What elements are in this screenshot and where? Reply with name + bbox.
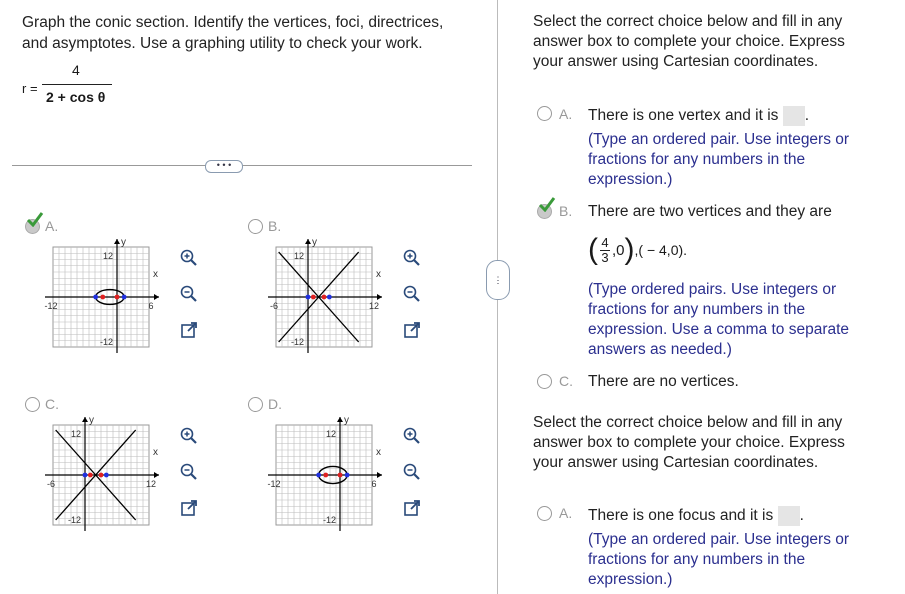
conic-point — [83, 473, 88, 478]
zoom-out-icon[interactable] — [403, 285, 421, 303]
answer-point1-rest: ,0 — [612, 241, 625, 259]
graph-choice-d-radio[interactable] — [248, 397, 263, 412]
x-axis-label: x — [376, 269, 381, 280]
correct-check-icon — [26, 211, 44, 227]
conic-point — [115, 295, 120, 300]
x-axis-arrow — [377, 472, 382, 478]
vertex-option-b-hint — [588, 280, 849, 360]
answer-frac-den: 3 — [601, 249, 609, 265]
pop-out-icon[interactable] — [403, 499, 421, 517]
x-axis-arrow — [377, 294, 382, 300]
instr-line-3: your answer using Cartesian coordinates. — [533, 454, 819, 471]
instr-line-2: answer box to complete your choice. Express — [533, 33, 845, 50]
instr-line-2: answer box to complete your choice. Express — [533, 434, 845, 451]
graph-choice-c — [25, 393, 225, 543]
hint-line: fractions for any numbers in the — [588, 551, 806, 568]
x-max-tick-label: 6 — [148, 301, 154, 311]
conic-point — [327, 295, 332, 300]
x-min-tick-label: -6 — [269, 301, 279, 311]
y-axis-label: y — [312, 237, 317, 248]
x-axis-arrow — [154, 472, 159, 478]
x-axis-label: x — [376, 447, 381, 458]
zoom-out-icon[interactable] — [403, 463, 421, 481]
pop-out-icon[interactable] — [180, 499, 198, 517]
graph-choice-c-graph[interactable] — [35, 415, 175, 540]
y-min-tick-label: -12 — [322, 515, 336, 525]
panel-resize-handle[interactable]: ⋮ — [486, 260, 510, 300]
y-max-tick-label: 12 — [293, 251, 304, 261]
conic-point — [306, 295, 311, 300]
y-max-tick-label: 12 — [70, 429, 81, 439]
x-min-tick-label: -12 — [267, 479, 281, 489]
conic-point — [88, 473, 93, 478]
conic-point — [100, 295, 105, 300]
y-axis-arrow — [337, 417, 343, 422]
y-axis-label: y — [89, 415, 94, 426]
vertex-option-a-answer-box[interactable] — [783, 106, 805, 126]
conic-point — [323, 473, 328, 478]
y-max-tick-label: 12 — [102, 251, 113, 261]
graph-choice-a-letter: A. — [45, 218, 59, 234]
more-button[interactable]: • • • — [205, 160, 243, 173]
hint-line: expression.) — [588, 171, 673, 188]
hint-line: (Type an ordered pair. Use integers or — [588, 131, 850, 148]
vertex-option-a-text: There is one vertex and it is . — [588, 107, 810, 125]
zoom-in-icon[interactable] — [180, 427, 198, 445]
answer-point2: ,( − 4,0) — [634, 242, 684, 258]
graph-choice-d — [248, 393, 448, 543]
hint-line: expression.) — [588, 571, 673, 588]
x-max-tick-label: 12 — [145, 479, 157, 489]
graph-choice-a — [25, 215, 225, 365]
y-axis-label: y — [344, 415, 349, 426]
y-min-tick-label: -12 — [99, 337, 113, 347]
graph-choice-c-letter: C. — [45, 396, 59, 412]
conic-point — [311, 295, 316, 300]
instr-line-1: Select the correct choice below and fill in any — [533, 414, 843, 431]
graph-choice-a-graph[interactable] — [35, 237, 175, 362]
conic-point — [322, 295, 327, 300]
vertex-answer: ( 4 3 ,0 ) ,( − 4,0) . — [588, 233, 688, 266]
x-axis-label: x — [153, 447, 158, 458]
zoom-in-icon[interactable] — [403, 427, 421, 445]
hint-line: (Type ordered pairs. Use integers or — [588, 281, 837, 298]
question-line-2: and asymptotes. Use a graphing utility to check your work. — [22, 35, 423, 52]
focus-option-a-answer-box[interactable] — [778, 506, 800, 526]
vertex-option-a-letter: A. — [559, 106, 573, 122]
y-max-tick-label: 12 — [325, 429, 336, 439]
question-text — [22, 12, 482, 54]
pop-out-icon[interactable] — [403, 321, 421, 339]
vertex-option-a-hint — [588, 130, 849, 190]
fraction-denominator: 2 + cos θ — [46, 89, 106, 105]
conic-point — [338, 473, 343, 478]
conic-point — [104, 473, 109, 478]
hint-line: fractions for any numbers in the — [588, 301, 806, 318]
vertex-instructions — [533, 12, 845, 72]
question-line-1: Graph the conic section. Identify the vertices, foci, directrices, — [22, 14, 444, 31]
answer-fraction — [600, 236, 610, 265]
vertex-option-b-letter: B. — [559, 203, 573, 219]
graph-choice-d-graph[interactable] — [258, 415, 398, 540]
conic-point — [99, 473, 104, 478]
graph-choice-b-letter: B. — [268, 218, 282, 234]
paren-close: ) — [624, 233, 635, 266]
graph-choice-b — [248, 215, 448, 365]
vertex-option-a-label: There is one vertex and it is — [588, 107, 779, 125]
vertex-option-a-radio[interactable] — [537, 106, 552, 121]
y-axis-arrow — [82, 417, 88, 422]
zoom-out-icon[interactable] — [180, 285, 198, 303]
graph-choice-d-letter: D. — [268, 396, 282, 412]
x-axis-label: x — [153, 269, 158, 280]
conic-point — [316, 473, 321, 478]
focus-option-a-letter: A. — [559, 505, 573, 521]
y-min-tick-label: -12 — [67, 515, 81, 525]
focus-option-a-label: There is one focus and it is — [588, 507, 774, 525]
r-label: r = — [22, 81, 38, 96]
x-max-tick-label: 12 — [368, 301, 380, 311]
x-axis-arrow — [154, 294, 159, 300]
focus-option-a-hint — [588, 530, 849, 590]
vertex-option-b-text: There are two vertices and they are — [588, 203, 832, 220]
instr-line-1: Select the correct choice below and fill in any — [533, 13, 843, 30]
zoom-out-icon[interactable] — [180, 463, 198, 481]
graph-choice-c-radio[interactable] — [25, 397, 40, 412]
conic-point — [93, 295, 98, 300]
focus-instructions — [533, 413, 845, 473]
x-max-tick-label: 6 — [371, 479, 377, 489]
conic-point — [345, 473, 350, 478]
pop-out-icon[interactable] — [180, 321, 198, 339]
hint-line: fractions for any numbers in the — [588, 151, 806, 168]
x-min-tick-label: -12 — [44, 301, 58, 311]
fraction-numerator: 4 — [72, 62, 80, 78]
focus-option-a-radio[interactable] — [537, 506, 552, 521]
x-min-tick-label: -6 — [46, 479, 56, 489]
vertex-option-c-text: There are no vertices. — [588, 373, 739, 390]
y-axis-arrow — [114, 239, 120, 244]
hint-line: (Type an ordered pair. Use integers or — [588, 531, 850, 548]
graph-choice-b-radio[interactable] — [248, 219, 263, 234]
hint-line: answers as needed.) — [588, 341, 732, 358]
conic-point — [122, 295, 127, 300]
y-axis-arrow — [305, 239, 311, 244]
zoom-in-icon[interactable] — [403, 249, 421, 267]
paren-open: ( — [588, 233, 598, 266]
answer-frac-num: 4 — [601, 234, 609, 250]
vertex-option-c-letter: C. — [559, 373, 573, 389]
hint-line: expression. Use a comma to separate — [588, 321, 850, 338]
graph-choice-b-graph[interactable] — [258, 237, 398, 362]
fraction-bar — [42, 84, 112, 85]
correct-check-icon — [538, 196, 556, 212]
vertex-option-c-radio[interactable] — [537, 374, 552, 389]
y-min-tick-label: -12 — [290, 337, 304, 347]
focus-option-a-text: There is one focus and it is . — [588, 507, 804, 525]
y-axis-label: y — [121, 237, 126, 248]
instr-line-3: your answer using Cartesian coordinates. — [533, 53, 819, 70]
zoom-in-icon[interactable] — [180, 249, 198, 267]
